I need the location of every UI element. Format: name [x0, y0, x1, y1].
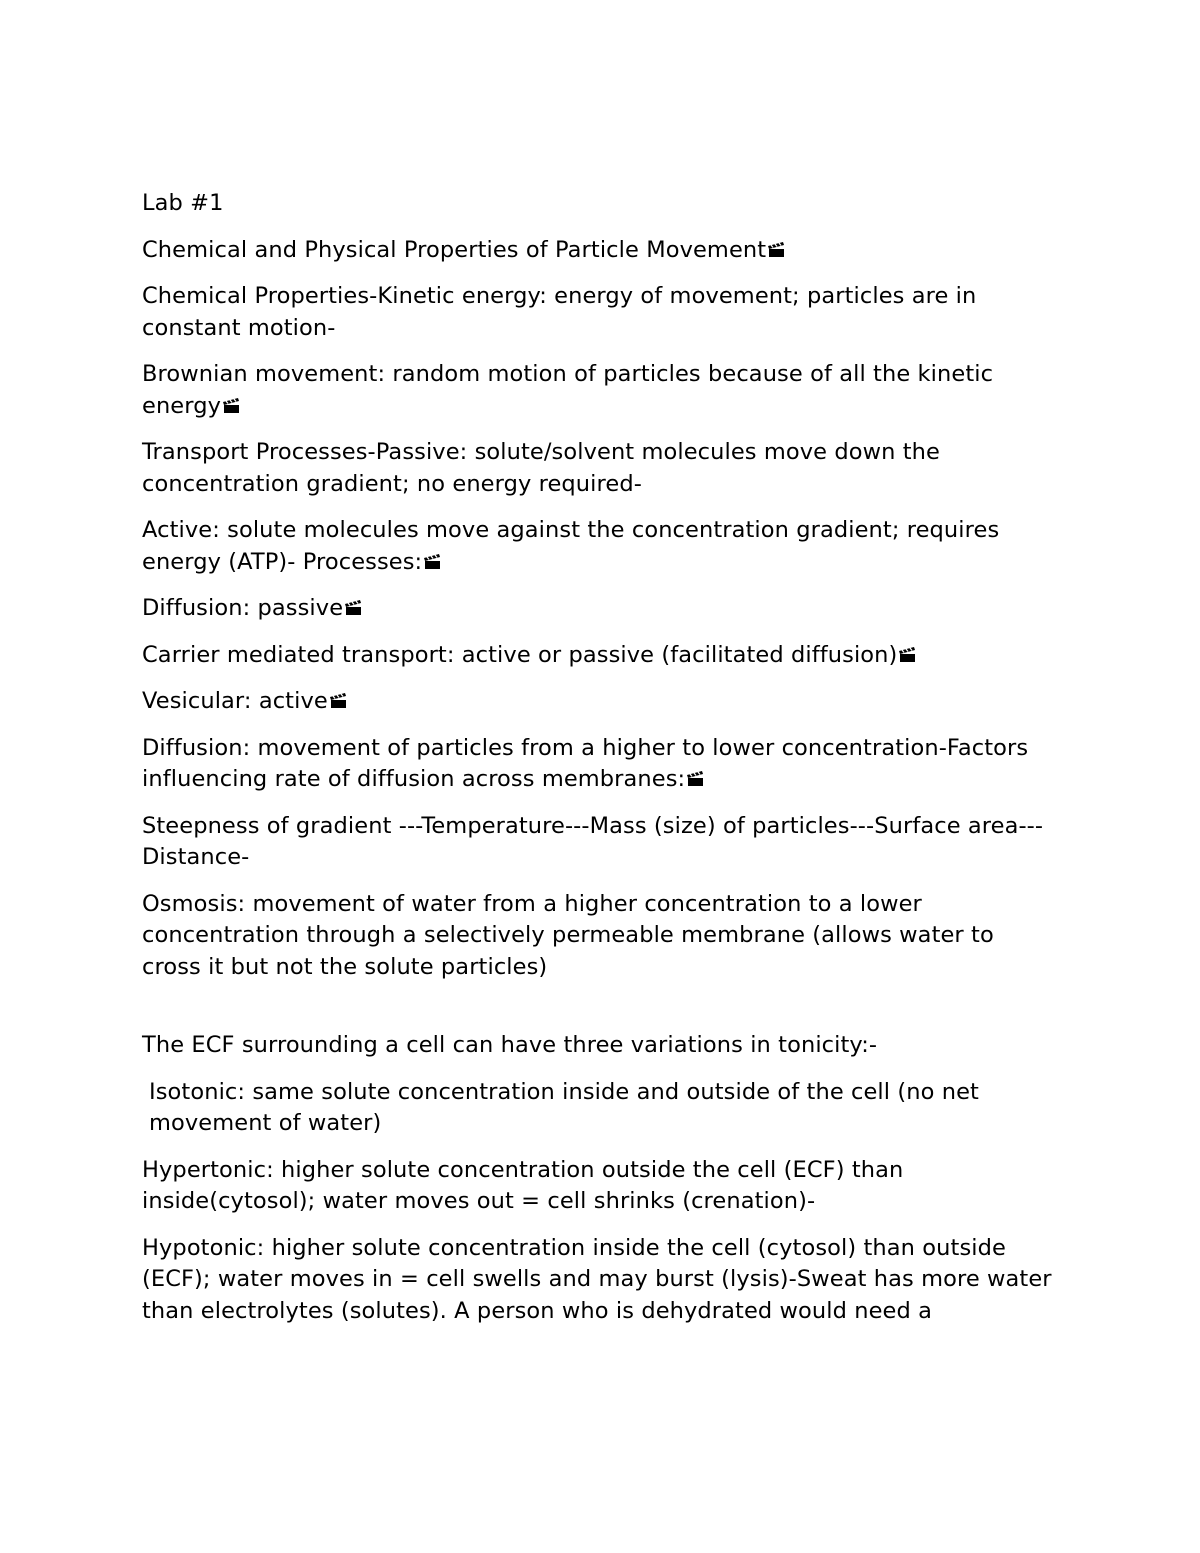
- clapperboard-icon: [767, 241, 785, 258]
- paragraph-heading: Chemical and Physical Properties of Particle Movement: [142, 235, 1052, 267]
- paragraph-brownian-movement: Brownian movement: random motion of particles because of all the kinetic energy: [142, 361, 994, 419]
- paragraph-osmosis: Osmosis: movement of water from a higher concentration to a lower concentration through a selectively permeable membrane (allows water to cross it but not the solute particles): [142, 890, 994, 980]
- paragraph-vesicular: Vesicular: active: [142, 686, 1052, 718]
- clapperboard-icon: [686, 770, 704, 787]
- paragraph-hypotonic: Hypotonic: higher solute concentration inside the cell (cytosol) than outside (ECF); water moves in = cell swells and may burst (lysis)-Sweat has more water than electrolytes (solutes). A person who is dehydrated would need a: [142, 1234, 1052, 1324]
- clapperboard-icon: [344, 599, 362, 616]
- paragraph-transport-active: Active: solute molecules move against the concentration gradient; requires energy (ATP)- Processes:: [142, 517, 1000, 575]
- paragraph-isotonic: Isotonic: same solute concentration inside and outside of the cell (no net movement of water): [149, 1078, 979, 1136]
- document-body: [142, 188, 1052, 1342]
- paragraph-transport-passive: Transport Processes-Passive: solute/solvent molecules move down the concentration gradient; no energy required-: [142, 439, 940, 497]
- paragraph-lab-title: Lab #1: [142, 190, 224, 216]
- paragraph-diffusion-passive: Diffusion: passive: [142, 593, 1052, 625]
- clapperboard-icon: [898, 646, 916, 663]
- paragraph-chemical-properties: Chemical Properties-Kinetic energy: energy of movement; particles are in constant motion-: [142, 283, 977, 341]
- paragraph-diffusion-factors: Steepness of gradient ---Temperature---Mass (size) of particles---Surface area---Distance-: [142, 812, 1044, 870]
- paragraph-carrier-mediated: Carrier mediated transport: active or passive (facilitated diffusion): [142, 640, 1052, 672]
- paragraph-diffusion-definition: Diffusion: movement of particles from a higher to lower concentration-Factors influencing rate of diffusion across membranes:: [142, 734, 1029, 792]
- paragraph-tonicity-intro: The ECF surrounding a cell can have three variations in tonicity:-: [142, 1032, 878, 1058]
- paragraph-hypertonic: Hypertonic: higher solute concentration outside the cell (ECF) than inside(cytosol); water moves out = cell shrinks (crenation)-: [142, 1156, 904, 1214]
- clapperboard-icon: [423, 553, 441, 570]
- clapperboard-icon: [222, 397, 240, 414]
- clapperboard-icon: [329, 692, 347, 709]
